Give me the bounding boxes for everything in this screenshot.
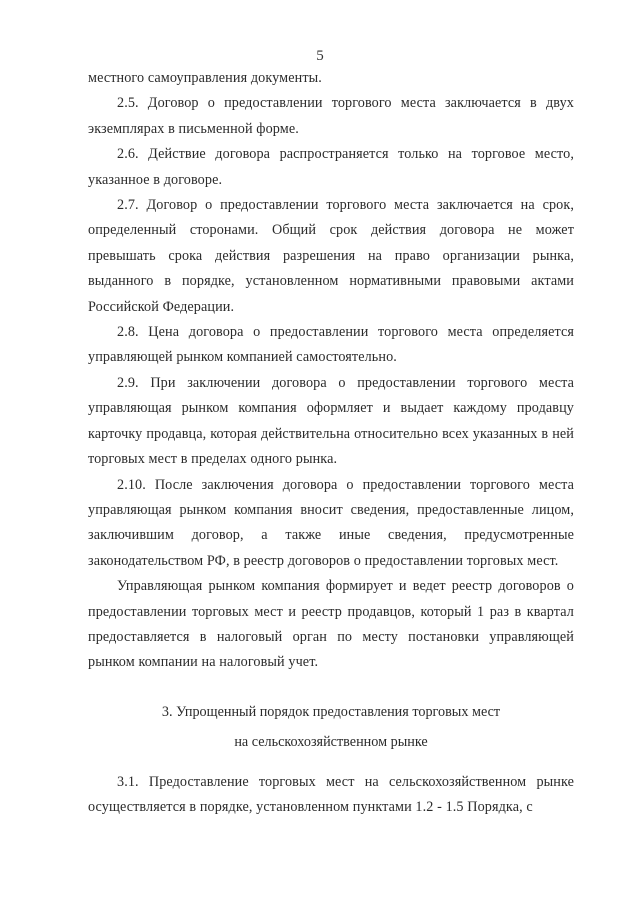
- paragraph-2-7: 2.7. Договор о предоставлении торгового места заключается на срок, определенный сторонами. Общий срок действия договора не может превышать срока действия разрешения на право организации рынка, выданного в порядке, установленном нормативными правовыми актами Российской Федерации.: [88, 197, 574, 315]
- paragraph-registry: Управляющая рынком компания формирует и ведет реестр договоров о предоставлении торговых мест и реестр продавцов, который 1 раз в квартал предоставляется в налоговый орган по месту постановки управляющей рынком компании на налоговый учет.: [88, 578, 574, 671]
- paragraph-2-8: 2.8. Цена договора о предоставлении торгового места определяется управляющей рынком компанией самостоятельно.: [88, 324, 574, 366]
- paragraph-2-10: 2.10. После заключения договора о предоставлении торгового места управляющая рынком компания вносит сведения, предоставленные лицом, заключившим договор, а также иные сведения, предусмотренные законодательством РФ, в реестр договоров о предоставлении торговых мест.: [88, 476, 574, 569]
- body-text: [88, 66, 574, 676]
- paragraph-2-9: 2.9. При заключении договора о предоставлении торгового места управляющая рынком компания оформляет и выдает каждому продавцу карточку продавца, которая действительна относительно всех указанных в ней торговых мест в пределах одного рынка.: [88, 374, 574, 468]
- paragraph-3-1: 3.1. Предоставление торговых мест на сельскохозяйственном рынке осуществляется в порядке, установленном пунктами 1.2 - 1.5 Порядка, с: [88, 774, 574, 816]
- section-heading-line2: на сельскохозяйственном рынке: [234, 734, 428, 750]
- section-heading-line1: 3. Упрощенный порядок предоставления торговых мест: [161, 704, 501, 720]
- paragraph-2-6: 2.6. Действие договора распространяется только на торговое место, указанное в договоре.: [88, 146, 574, 188]
- paragraph-2-5: 2.5. Договор о предоставлении торгового места заключается в двух экземплярах в письменной форме.: [88, 95, 574, 137]
- section-body-text: [88, 770, 574, 821]
- page-number: 5: [316, 48, 324, 64]
- section-heading: [88, 699, 574, 756]
- paragraph-continuation: местного самоуправления документы.: [88, 70, 322, 86]
